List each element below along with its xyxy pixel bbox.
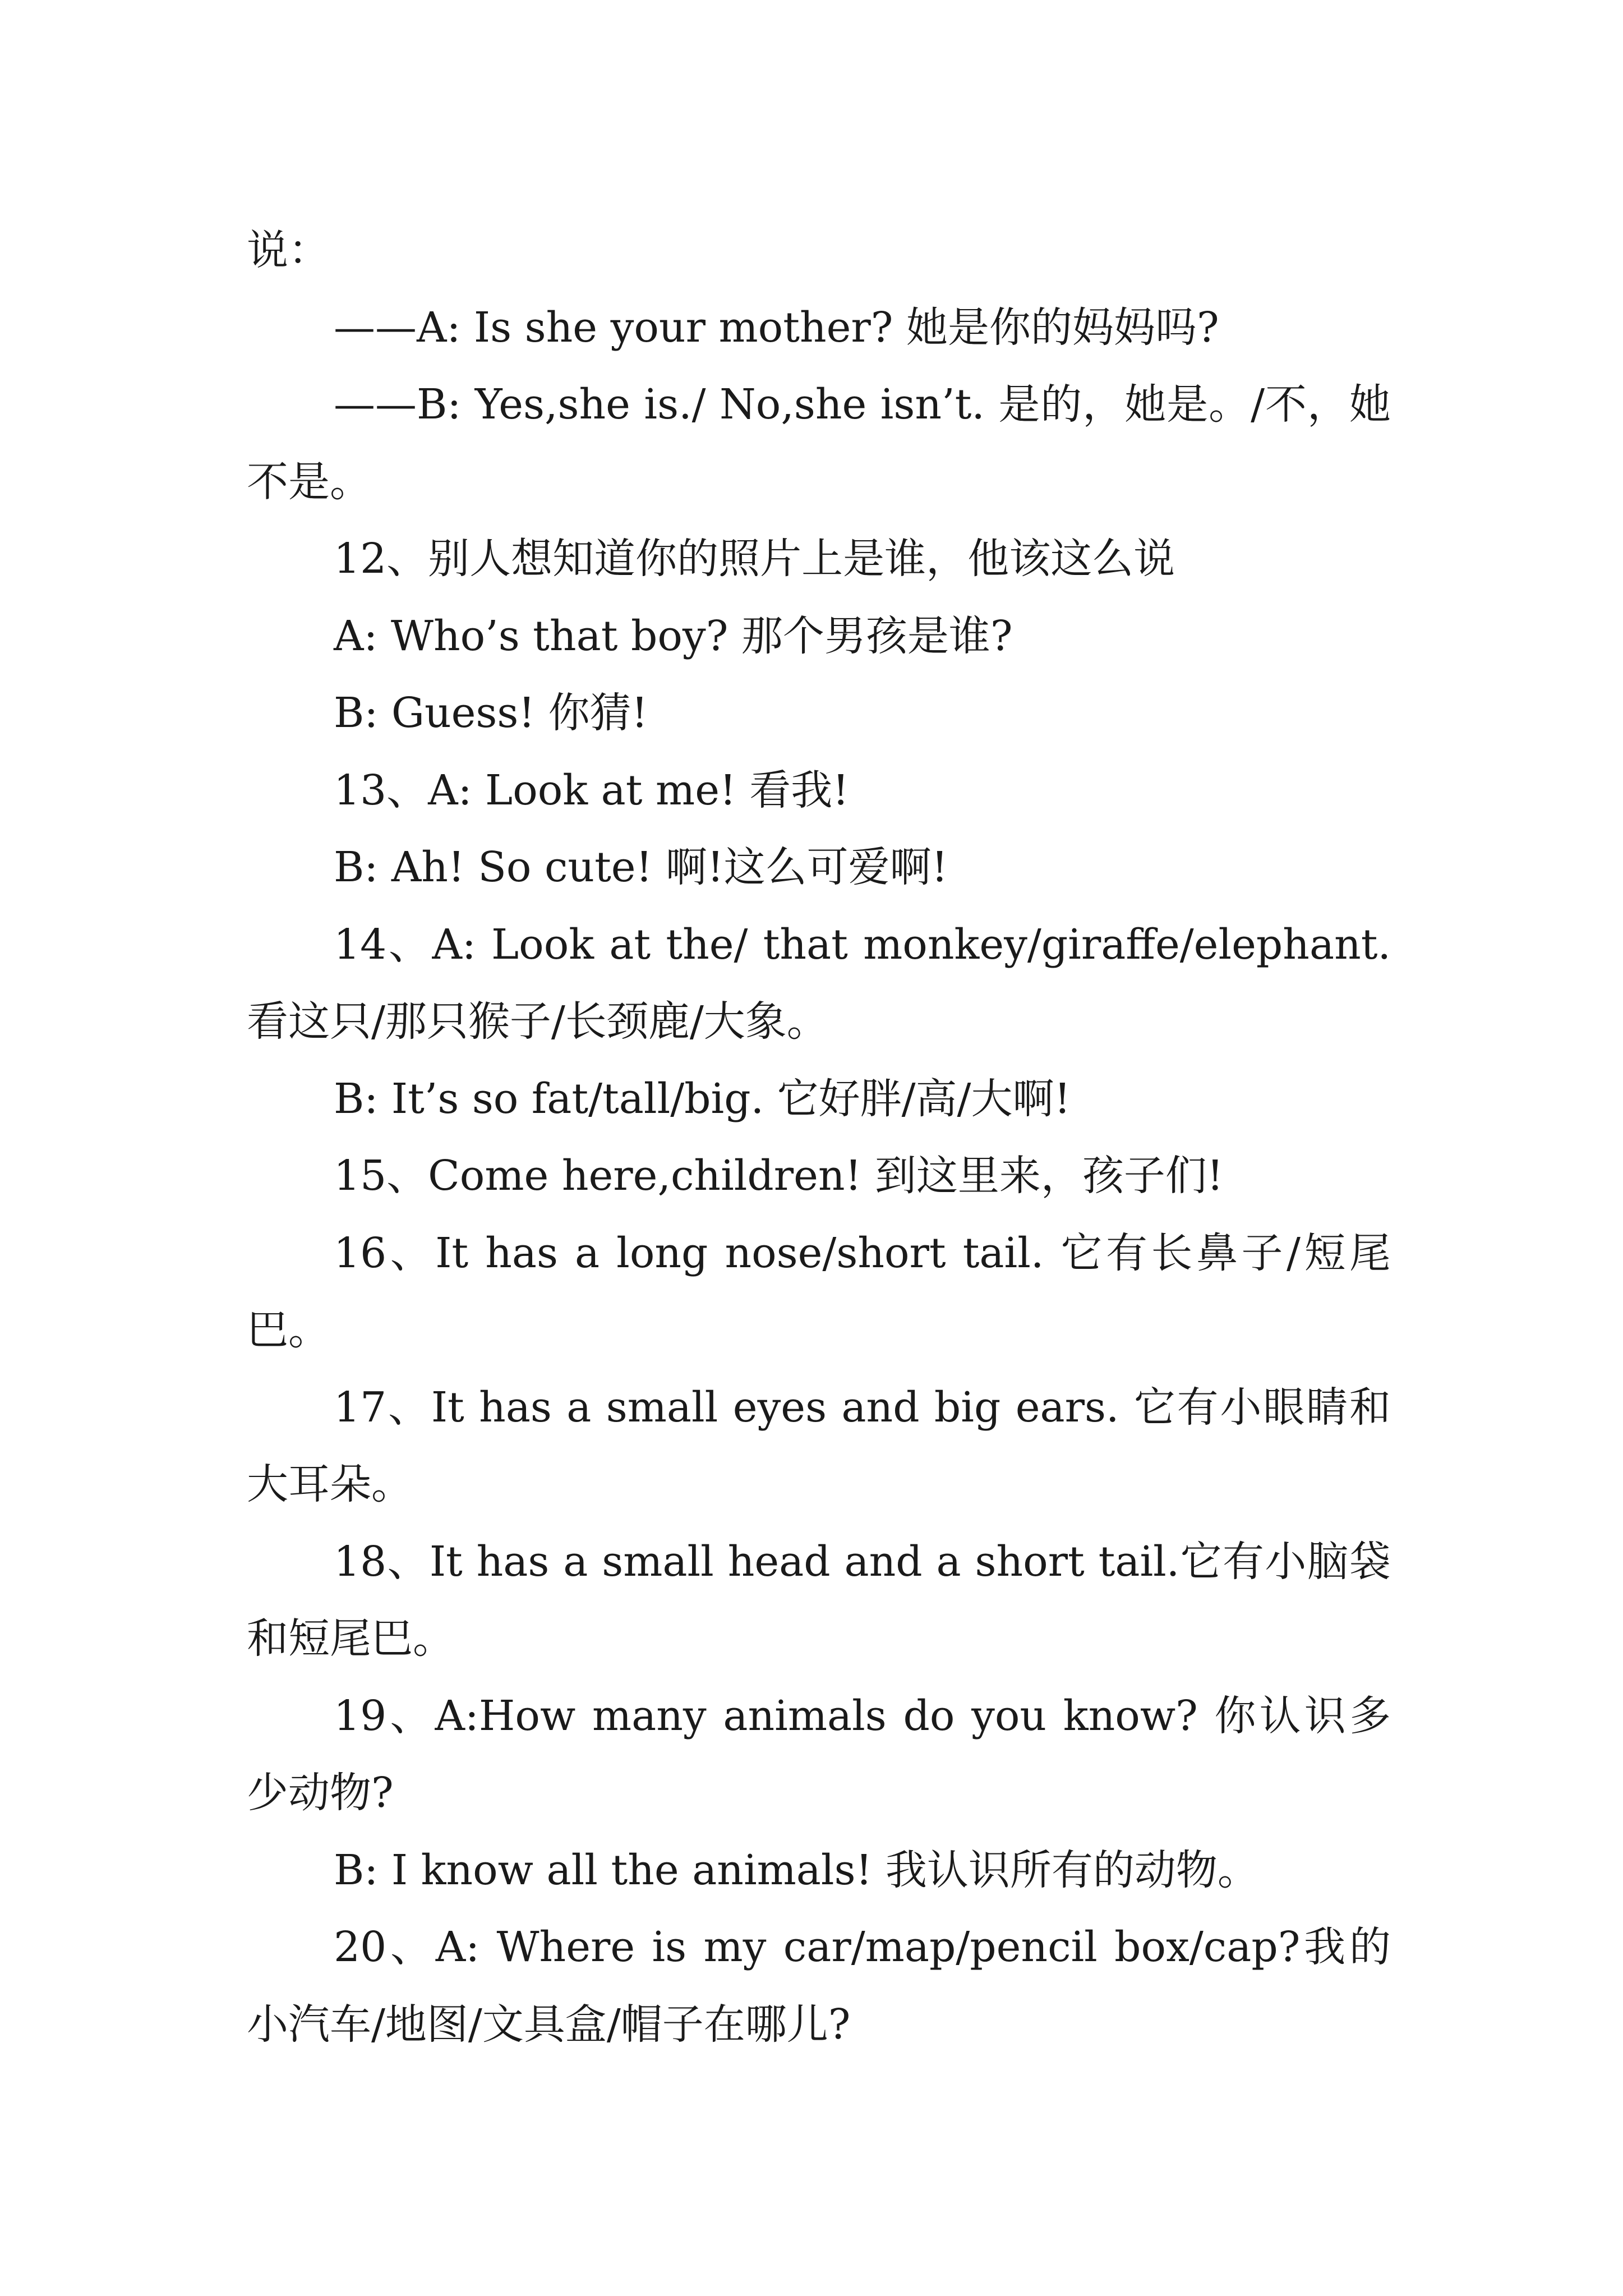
- numbered-item: 19、A:How many animals do you know? 你认识多少动物?: [247, 1691, 1391, 1817]
- numbered-item: 12、别人想知道你的照片上是谁，他该这么说: [334, 535, 1175, 583]
- numbered-item: 15、Come here,children! 到这里来，孩子们!: [334, 1152, 1224, 1200]
- dialogue-line: B: I know all the animals! 我认识所有的动物。: [334, 1846, 1259, 1894]
- dialogue-line: ——A: Is she your mother? 她是你的妈妈吗?: [334, 303, 1219, 352]
- document-body: [247, 212, 1391, 2063]
- dialogue-line: A: Who’s that boy? 那个男孩是谁?: [334, 611, 1013, 660]
- paragraph-continuation: 说：: [247, 226, 330, 274]
- numbered-item: 17、It has a small eyes and big ears. 它有小眼睛和大耳朵。: [247, 1383, 1391, 1508]
- numbered-item: 13、A: Look at me! 看我!: [334, 766, 850, 815]
- dialogue-line: B: Ah! So cute! 啊!这么可爱啊!: [334, 843, 948, 891]
- numbered-item: 18、It has a small head and a short tail.它有小脑袋和短尾巴。: [247, 1537, 1391, 1663]
- dialogue-line: B: It’s so fat/tall/big. 它好胖/高/大啊!: [334, 1074, 1071, 1123]
- numbered-item: 16、It has a long nose/short tail. 它有长鼻子/短尾巴。: [247, 1228, 1391, 1354]
- numbered-item: 20、A: Where is my car/map/pencil box/cap?我的小汽车/地图/文具盒/帽子在哪儿?: [247, 1923, 1391, 2049]
- numbered-item: 14、A: Look at the/ that monkey/giraffe/elephant. 看这只/那只猴子/长颈鹿/大象。: [247, 920, 1391, 1046]
- dialogue-line: ——B: Yes,she is./ No,she isn’t. 是的，她是。/不，她不是。: [247, 380, 1391, 506]
- dialogue-line: B: Guess! 你猜!: [334, 689, 648, 737]
